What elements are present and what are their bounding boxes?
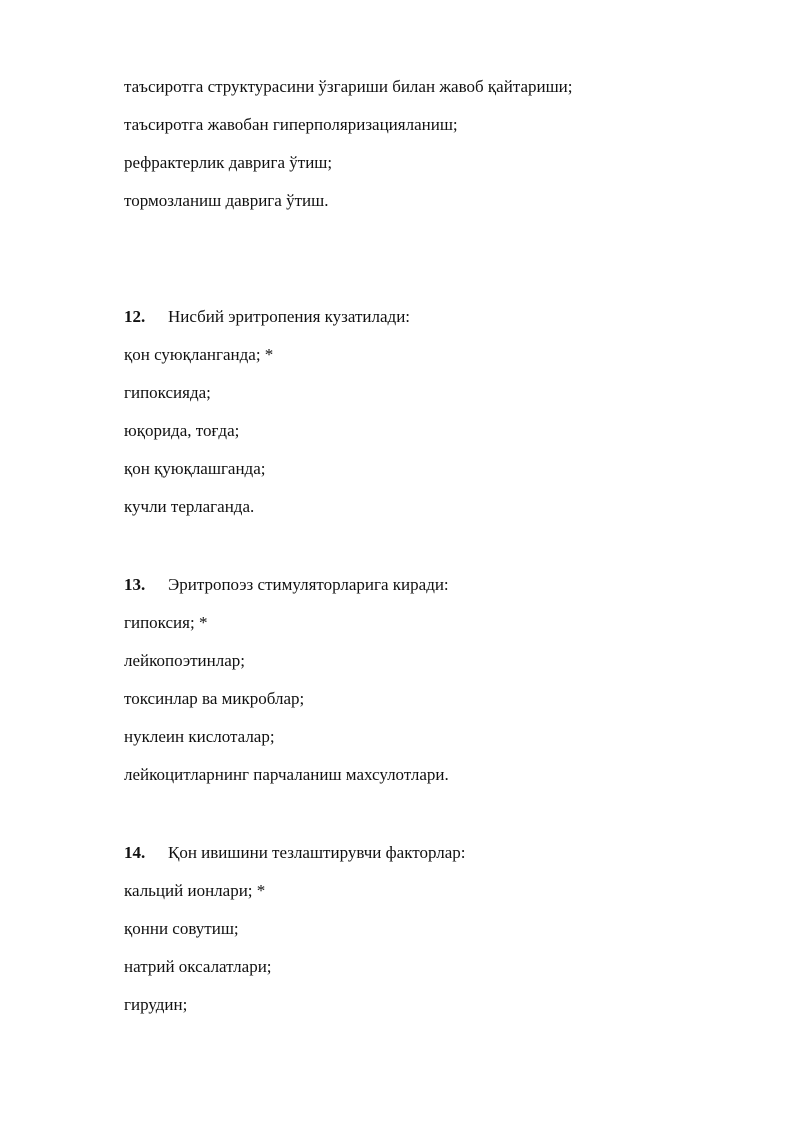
option-line: кучли терлаганда. [124,497,255,516]
option-line: рефрактерлик даврига ўтиш; [124,153,333,172]
option-line: нуклеин кислоталар; [124,727,275,746]
option-line: натрий оксалатлари; [124,957,272,976]
option-line: юқорида, тоғда; [124,421,240,440]
question-13-heading [124,575,449,595]
option-line: кальций ионлари; * [124,881,266,900]
option-line: таъсиротга жавобан гиперполяризацияланиш; [124,115,458,134]
option-line: лейкоцитларнинг парчаланиш махсулотлари. [124,765,449,784]
option-line: қонни совутиш; [124,919,239,938]
question-14-heading [124,843,465,863]
question-text: Нисбий эритропения кузатилади: [168,307,411,326]
option-line: гипоксияда; [124,383,211,402]
question-text: Эритропоэз стимуляторларига киради: [168,575,449,594]
question-12-heading [124,307,410,327]
option-line: қон суюқланганда; * [124,345,274,364]
option-line: тормозланиш даврига ўтиш. [124,191,329,210]
option-line: лейкопоэтинлар; [124,651,246,670]
option-line: қон қуюқлашганда; [124,459,266,478]
option-line: токсинлар ва микроблар; [124,689,305,708]
option-line: гирудин; [124,995,188,1014]
question-text: Қон ивишини тезлаштирувчи факторлар: [168,843,466,862]
option-line: таъсиротга структурасини ўзгариши билан жавоб қайтариши; [124,77,573,96]
question-number: 14. [124,843,146,862]
option-line: гипоксия; * [124,613,208,632]
question-number: 13. [124,575,146,594]
question-number: 12. [124,307,146,326]
